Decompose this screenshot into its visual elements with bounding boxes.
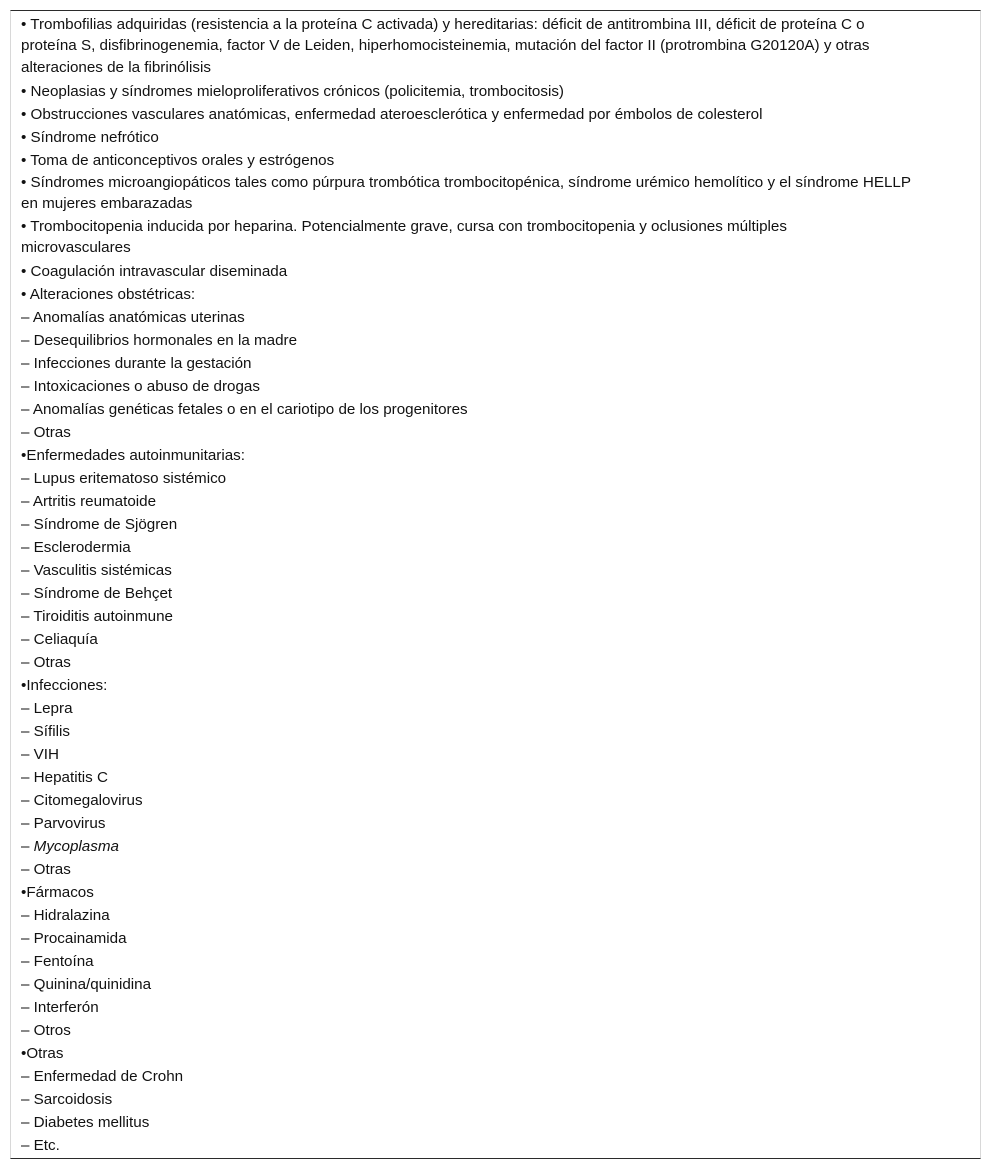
list-item: • Síndromes microangiopáticos tales como púrpura trombótica trombocitopénica, síndrome urémico hemolítico y el síndrome HELLP en mujeres embarazadas	[21, 173, 911, 212]
section-heading: • Alteraciones obstétricas:	[21, 286, 196, 304]
list-item: – Artritis reumatoide	[21, 493, 157, 511]
list-item: • Toma de anticonceptivos orales y estrógenos	[21, 151, 335, 169]
list-item: – Celiaquía	[21, 631, 98, 649]
list-item: – Lepra	[21, 700, 73, 718]
section-heading: •Fármacos	[21, 884, 94, 902]
list-item: – Infecciones durante la gestación	[21, 355, 252, 373]
list-item: – Anomalías anatómicas uterinas	[21, 309, 245, 327]
list-item: • Trombofilias adquiridas (resistencia a la proteína C activada) y hereditarias: déficit de antitrombina III, déficit de proteína C o proteína S, disfibrinogenemia, factor V de Leiden, hiperhomocisteinemia, mutación del factor II (protrombina G20120A) y otras alteraciones de la fibrinólisis	[21, 16, 870, 76]
list-item: – Síndrome de Behçet	[21, 585, 173, 603]
table-frame	[10, 10, 981, 1159]
list-item: – Parvovirus	[21, 815, 106, 833]
list-item: – Hepatitis C	[21, 769, 108, 787]
list-item: • Obstrucciones vasculares anatómicas, enfermedad ateroesclerótica y enfermedad por émbolos de colesterol	[21, 105, 763, 123]
list-item: • Síndrome nefrótico	[21, 128, 159, 146]
italic-term: Mycoplasma	[33, 838, 119, 856]
list-item: – Diabetes mellitus	[21, 1114, 150, 1132]
list-item: – Anomalías genéticas fetales o en el cariotipo de los progenitores	[21, 401, 468, 419]
table-cell	[21, 14, 966, 1157]
list-dash: –	[21, 838, 34, 856]
list-item: – Otros	[21, 1022, 71, 1040]
section-heading: •Otras	[21, 1045, 64, 1063]
list-item: – Síndrome de Sjögren	[21, 516, 178, 534]
list-item: – Vasculitis sistémicas	[21, 562, 172, 580]
list-item: – Otras	[21, 424, 71, 442]
list-item: – Desequilibrios hormonales en la madre	[21, 332, 298, 350]
list-item: – Procainamida	[21, 930, 127, 948]
list-item: – Hidralazina	[21, 907, 110, 925]
list-item: • Trombocitopenia inducida por heparina. Potencialmente grave, cursa con trombocitopenia y oclusiones múltiples microvasculares	[21, 217, 787, 257]
list-item	[21, 835, 966, 858]
list-item: – Otras	[21, 861, 71, 879]
list-item: • Coagulación intravascular diseminada	[21, 263, 288, 281]
list-item: – Esclerodermia	[21, 539, 131, 557]
list-item: – Citomegalovirus	[21, 792, 143, 810]
list-item: – VIH	[21, 746, 59, 764]
list-item: – Interferón	[21, 999, 99, 1017]
list-item: – Quinina/quinidina	[21, 976, 152, 994]
list-item: – Tiroiditis autoinmune	[21, 608, 173, 626]
list-item: • Neoplasias y síndromes mieloproliferativos crónicos (policitemia, trombocitosis)	[21, 82, 564, 100]
list-item: – Sífilis	[21, 723, 70, 741]
list-item: – Otras	[21, 654, 71, 672]
list-item: – Fentoína	[21, 953, 94, 971]
list-item: – Etc.	[21, 1137, 60, 1155]
list-item: – Enfermedad de Crohn	[21, 1068, 184, 1086]
list-item: – Sarcoidosis	[21, 1091, 113, 1109]
list-item: – Lupus eritematoso sistémico	[21, 470, 227, 488]
section-heading: •Infecciones:	[21, 677, 108, 695]
section-heading: •Enfermedades autoinmunitarias:	[21, 447, 245, 465]
list-item: – Intoxicaciones o abuso de drogas	[21, 378, 260, 396]
